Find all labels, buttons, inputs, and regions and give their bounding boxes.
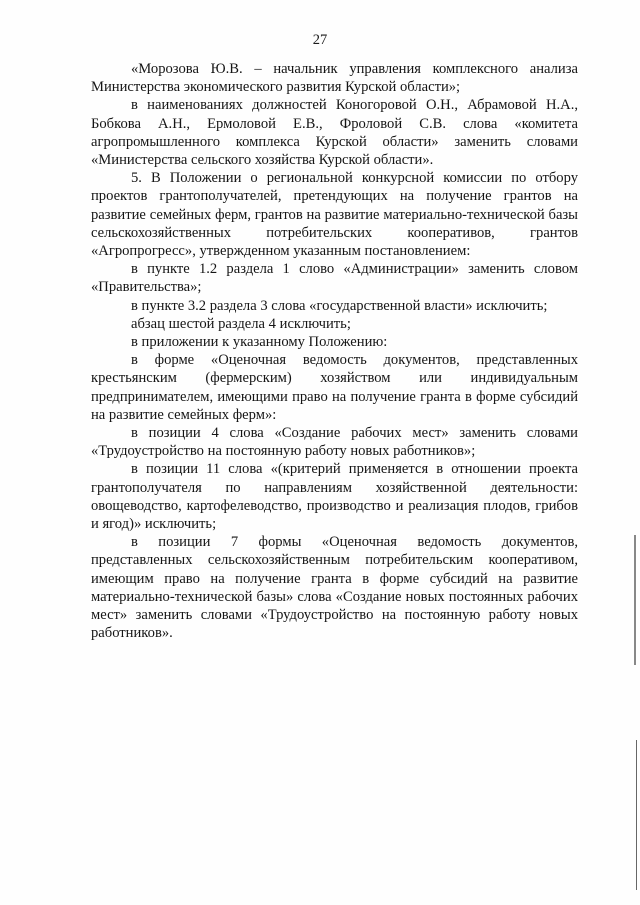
paragraph-4: в пункте 1.2 раздела 1 слово «Администрации» заменить словом «Правительства»; [91, 261, 578, 296]
paragraph-3: 5. В Положении о региональной конкурсной комиссии по отбору проектов грантополучателей, претендующих на получение грантов на развитие семейных ферм, грантов на развитие материально-технической базы сельскохозяйственных потребительских кооперативов, грантов «Агропрогресс», утвержденном указанным постановлением: [91, 170, 578, 260]
paragraph-2: в наименованиях должностей Коногоровой О.Н., Абрамовой Н.А., Бобкова А.Н., Ермоловой Е.В., Фроловой С.В. слова «комитета агропромышленного комплекса Курской области» заменить словами «Министерства сельского хозяйства Курской области». [91, 97, 578, 169]
paragraph-11: в позиции 7 формы «Оценочная ведомость документов, представленных сельскохозяйственным потребительским кооперативом, имеющим право на получение гранта в форме субсидий на развитие материально-технической базы» слова «Создание новых постоянных рабочих мест» заменить словами «Трудоустройство на постоянную работу новых работников». [91, 534, 578, 642]
paragraph-1: «Морозова Ю.В. – начальник управления комплексного анализа Министерства экономического развития Курской области»; [91, 61, 578, 96]
paragraph-9: в позиции 4 слова «Создание рабочих мест» заменить словами «Трудоустройство на постоянную работу новых работников»; [91, 425, 578, 460]
scan-edge-mark [634, 535, 636, 665]
paragraph-6: абзац шестой раздела 4 исключить; [131, 315, 351, 332]
page-number: 27 [312, 32, 328, 48]
paragraph-8: в форме «Оценочная ведомость документов, представленных крестьянским (фермерским) хозяйством или индивидуальным предпринимателем, имеющими право на получение гранта в форме субсидий на развитие семейных ферм»: [91, 352, 578, 423]
paragraph-7: в приложении к указанному Положению: [131, 334, 388, 351]
scan-edge-mark [636, 740, 637, 890]
paragraph-10: в позиции 11 слова «(критерий применяется в отношении проекта грантополучателя по направлениям хозяйственной деятельности: овощеводство, картофелеводство, производство и реализация плодов, грибов и ягод)» исключить; [91, 461, 578, 533]
paragraph-5: в пункте 3.2 раздела 3 слова «государственной власти» исключить; [131, 297, 548, 314]
document-body [91, 60, 578, 643]
